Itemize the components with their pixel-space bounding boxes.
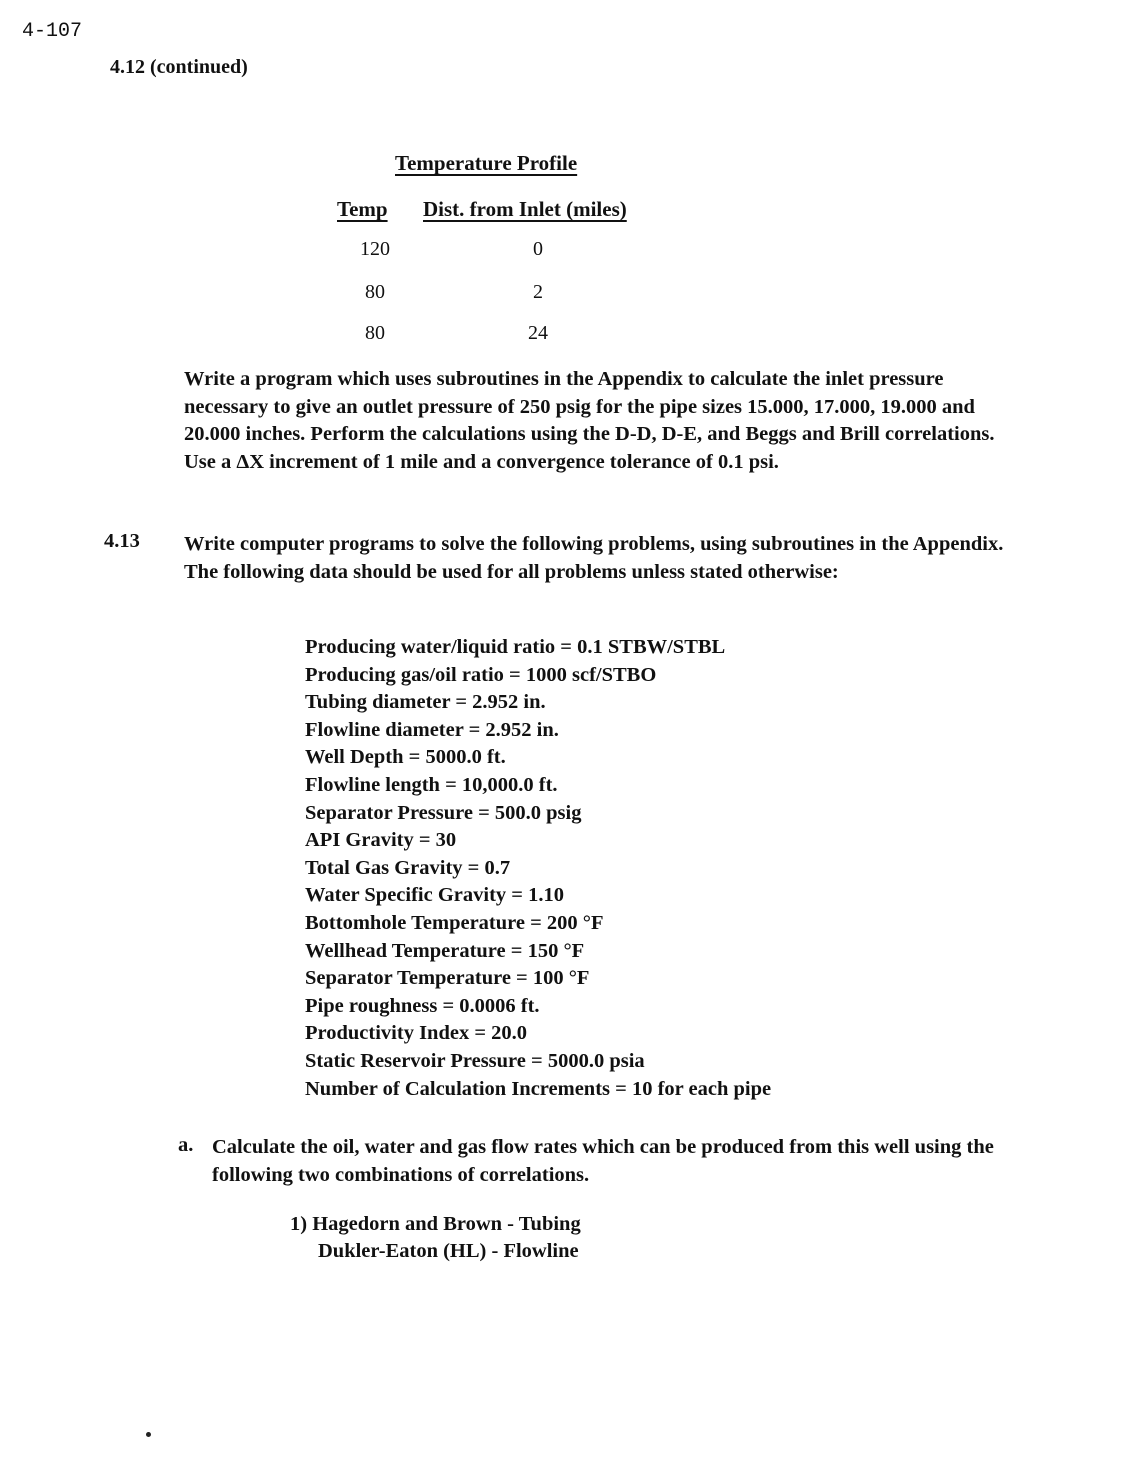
data-line: Well Depth = 5000.0 ft. [305, 746, 506, 769]
part-a-paragraph: Calculate the oil, water and gas flow rates which can be produced from this well using the following two combinations of correlations. [212, 1136, 994, 1186]
data-line: API Gravity = 30 [305, 829, 457, 852]
data-line: Bottomhole Temperature = 200 °F [305, 911, 604, 934]
data-line: Number of Calculation Increments = 10 for each pipe [305, 1077, 772, 1100]
data-line: Total Gas Gravity = 0.7 [305, 856, 511, 879]
data-line: Flowline length = 10,000.0 ft. [305, 773, 558, 796]
data-line: Productivity Index = 20.0 [305, 1022, 528, 1045]
problem-4-12-paragraph: Write a program which uses subroutines in the Appendix to calculate the inlet pressure necessary to give an outlet pressure of 250 psig for the pipe sizes 15.000, 17.000, 19.000 and 20.000 inches. Perform the calculations using the D-D, D-E, and Beggs and Brill correlations. Use a ΔX increment of 1 mile and a convergence tolerance of 0.1 psi. [184, 368, 995, 473]
data-line: Separator Temperature = 100 °F [305, 967, 590, 990]
combination-1-tubing: 1) Hagedorn and Brown - Tubing [290, 1213, 581, 1235]
table-header-dist: Dist. from Inlet (miles) [423, 197, 627, 221]
table-cell-dist: 2 [533, 281, 543, 303]
table-cell-temp: 120 [360, 238, 390, 260]
data-line: Producing water/liquid ratio = 0.1 STBW/STBL [305, 636, 726, 658]
data-line: Pipe roughness = 0.0006 ft. [305, 994, 540, 1017]
stray-dot [146, 1432, 151, 1437]
table-header-temp: Temp [337, 197, 388, 221]
table-cell-temp: 80 [365, 322, 385, 344]
data-line: Flowline diameter = 2.952 in. [305, 718, 559, 741]
combination-1-flowline: Dukler-Eaton (HL) - Flowline [318, 1240, 579, 1262]
part-a-label: a. [178, 1134, 194, 1156]
page-number: 4-107 [22, 20, 83, 43]
data-line: Water Specific Gravity = 1.10 [305, 884, 564, 907]
table-cell-dist: 24 [528, 322, 548, 344]
data-line: Wellhead Temperature = 150 °F [305, 939, 585, 962]
continued-heading: 4.12 (continued) [110, 56, 248, 78]
given-data-list [305, 634, 771, 1103]
table-cell-temp: 80 [365, 281, 385, 303]
data-line: Static Reservoir Pressure = 5000.0 psia [305, 1049, 645, 1072]
problem-number: 4.13 [104, 530, 140, 552]
data-line: Tubing diameter = 2.952 in. [305, 691, 546, 714]
data-line: Producing gas/oil ratio = 1000 scf/STBO [305, 663, 657, 686]
data-line: Separator Pressure = 500.0 psig [305, 801, 582, 824]
table-title: Temperature Profile [395, 151, 578, 175]
table-cell-dist: 0 [533, 238, 543, 260]
problem-4-13-paragraph: Write computer programs to solve the following problems, using subroutines in the Appendix. The following data should be used for all problems unless stated otherwise: [184, 533, 1004, 583]
